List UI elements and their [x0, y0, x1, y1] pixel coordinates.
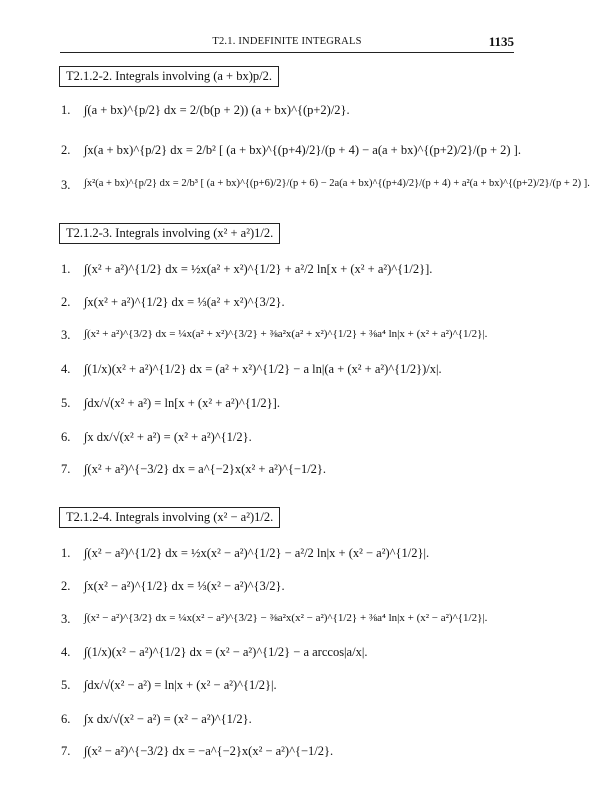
formula: ∫(x² + a²)^{3/2} dx = ¼x(a² + x²)^{3/2} + ⅜a²x(a² + x²)^{1/2} + ⅜a⁴ ln|x + (x² + a²)^{1/2}|.: [84, 328, 488, 340]
formula-number: 2.: [61, 295, 71, 309]
page-number: 1135: [488, 34, 514, 49]
formula: ∫(x² − a²)^{−3/2} dx = −a^{−2}x(x² − a²)^{−1/2}.: [84, 744, 334, 758]
formula: ∫x(x² − a²)^{1/2} dx = ⅓(x² − a²)^{3/2}.: [84, 579, 285, 593]
formula-number: 5.: [61, 678, 71, 692]
formula: ∫(1/x)(x² + a²)^{1/2} dx = (a² + x²)^{1/2} − a ln|(a + (x² + a²)^{1/2})/x|.: [84, 362, 442, 376]
formula: ∫x(x² + a²)^{1/2} dx = ⅓(a² + x²)^{3/2}.: [84, 295, 285, 309]
formula: ∫x²(a + bx)^{p/2} dx = 2/b³ [ (a + bx)^{(p+6)/2}/(p + 6) − 2a(a + bx)^{(p+4)/2}/(p + 4) + a²(a + bx)^{(p+2)/2}/(p + 2) ].: [84, 178, 590, 189]
section-title-box: T2.1.2-3. Integrals involving (x² + a²)1/2.: [59, 223, 280, 244]
formula-number: 6.: [61, 430, 71, 444]
formula-number: 6.: [61, 712, 71, 726]
formula-number: 2.: [61, 579, 71, 593]
formula-number: 2.: [61, 143, 71, 157]
section-header: T2.1. INDEFINITE INTEGRALS: [212, 36, 362, 47]
formula: ∫(x² + a²)^{1/2} dx = ½x(a² + x²)^{1/2} + a²/2 ln[x + (x² + a²)^{1/2}].: [84, 262, 433, 276]
section-title-box: T2.1.2-2. Integrals involving (a + bx)p/2.: [59, 66, 279, 87]
formula: ∫(x² − a²)^{1/2} dx = ½x(x² − a²)^{1/2} − a²/2 ln|x + (x² − a²)^{1/2}|.: [84, 546, 430, 560]
formula: ∫dx/√(x² − a²) = ln|x + (x² − a²)^{1/2}|.: [84, 678, 277, 692]
formula-number: 3.: [61, 328, 71, 342]
formula: ∫x dx/√(x² + a²) = (x² + a²)^{1/2}.: [84, 430, 252, 444]
formula: ∫x(a + bx)^{p/2} dx = 2/b² [ (a + bx)^{(p+4)/2}/(p + 4) − a(a + bx)^{(p+2)/2}/(p + 2) ].: [84, 143, 521, 157]
formula-number: 1.: [61, 103, 71, 117]
formula-number: 3.: [61, 178, 71, 192]
formula-number: 4.: [61, 645, 71, 659]
formula-number: 4.: [61, 362, 71, 376]
formula: ∫x dx/√(x² − a²) = (x² − a²)^{1/2}.: [84, 712, 252, 726]
formula: ∫(a + bx)^{p/2} dx = 2/(b(p + 2)) (a + bx)^{(p+2)/2}.: [84, 103, 350, 117]
formula-number: 1.: [61, 262, 71, 276]
formula: ∫(x² − a²)^{3/2} dx = ¼x(x² − a²)^{3/2} − ⅜a²x(x² − a²)^{1/2} + ⅜a⁴ ln|x + (x² − a²)^{1/2}|.: [84, 612, 488, 624]
formula: ∫(1/x)(x² − a²)^{1/2} dx = (x² − a²)^{1/2} − a arccos|a/x|.: [84, 645, 368, 659]
formula: ∫dx/√(x² + a²) = ln[x + (x² + a²)^{1/2}].: [84, 396, 280, 410]
formula-number: 7.: [61, 462, 71, 476]
running-header: [60, 34, 514, 53]
formula-number: 7.: [61, 744, 71, 758]
section-title-box: T2.1.2-4. Integrals involving (x² − a²)1/2.: [59, 507, 280, 528]
formula-number: 3.: [61, 612, 71, 626]
formula-number: 1.: [61, 546, 71, 560]
formula-number: 5.: [61, 396, 71, 410]
formula: ∫(x² + a²)^{−3/2} dx = a^{−2}x(x² + a²)^{−1/2}.: [84, 462, 327, 476]
